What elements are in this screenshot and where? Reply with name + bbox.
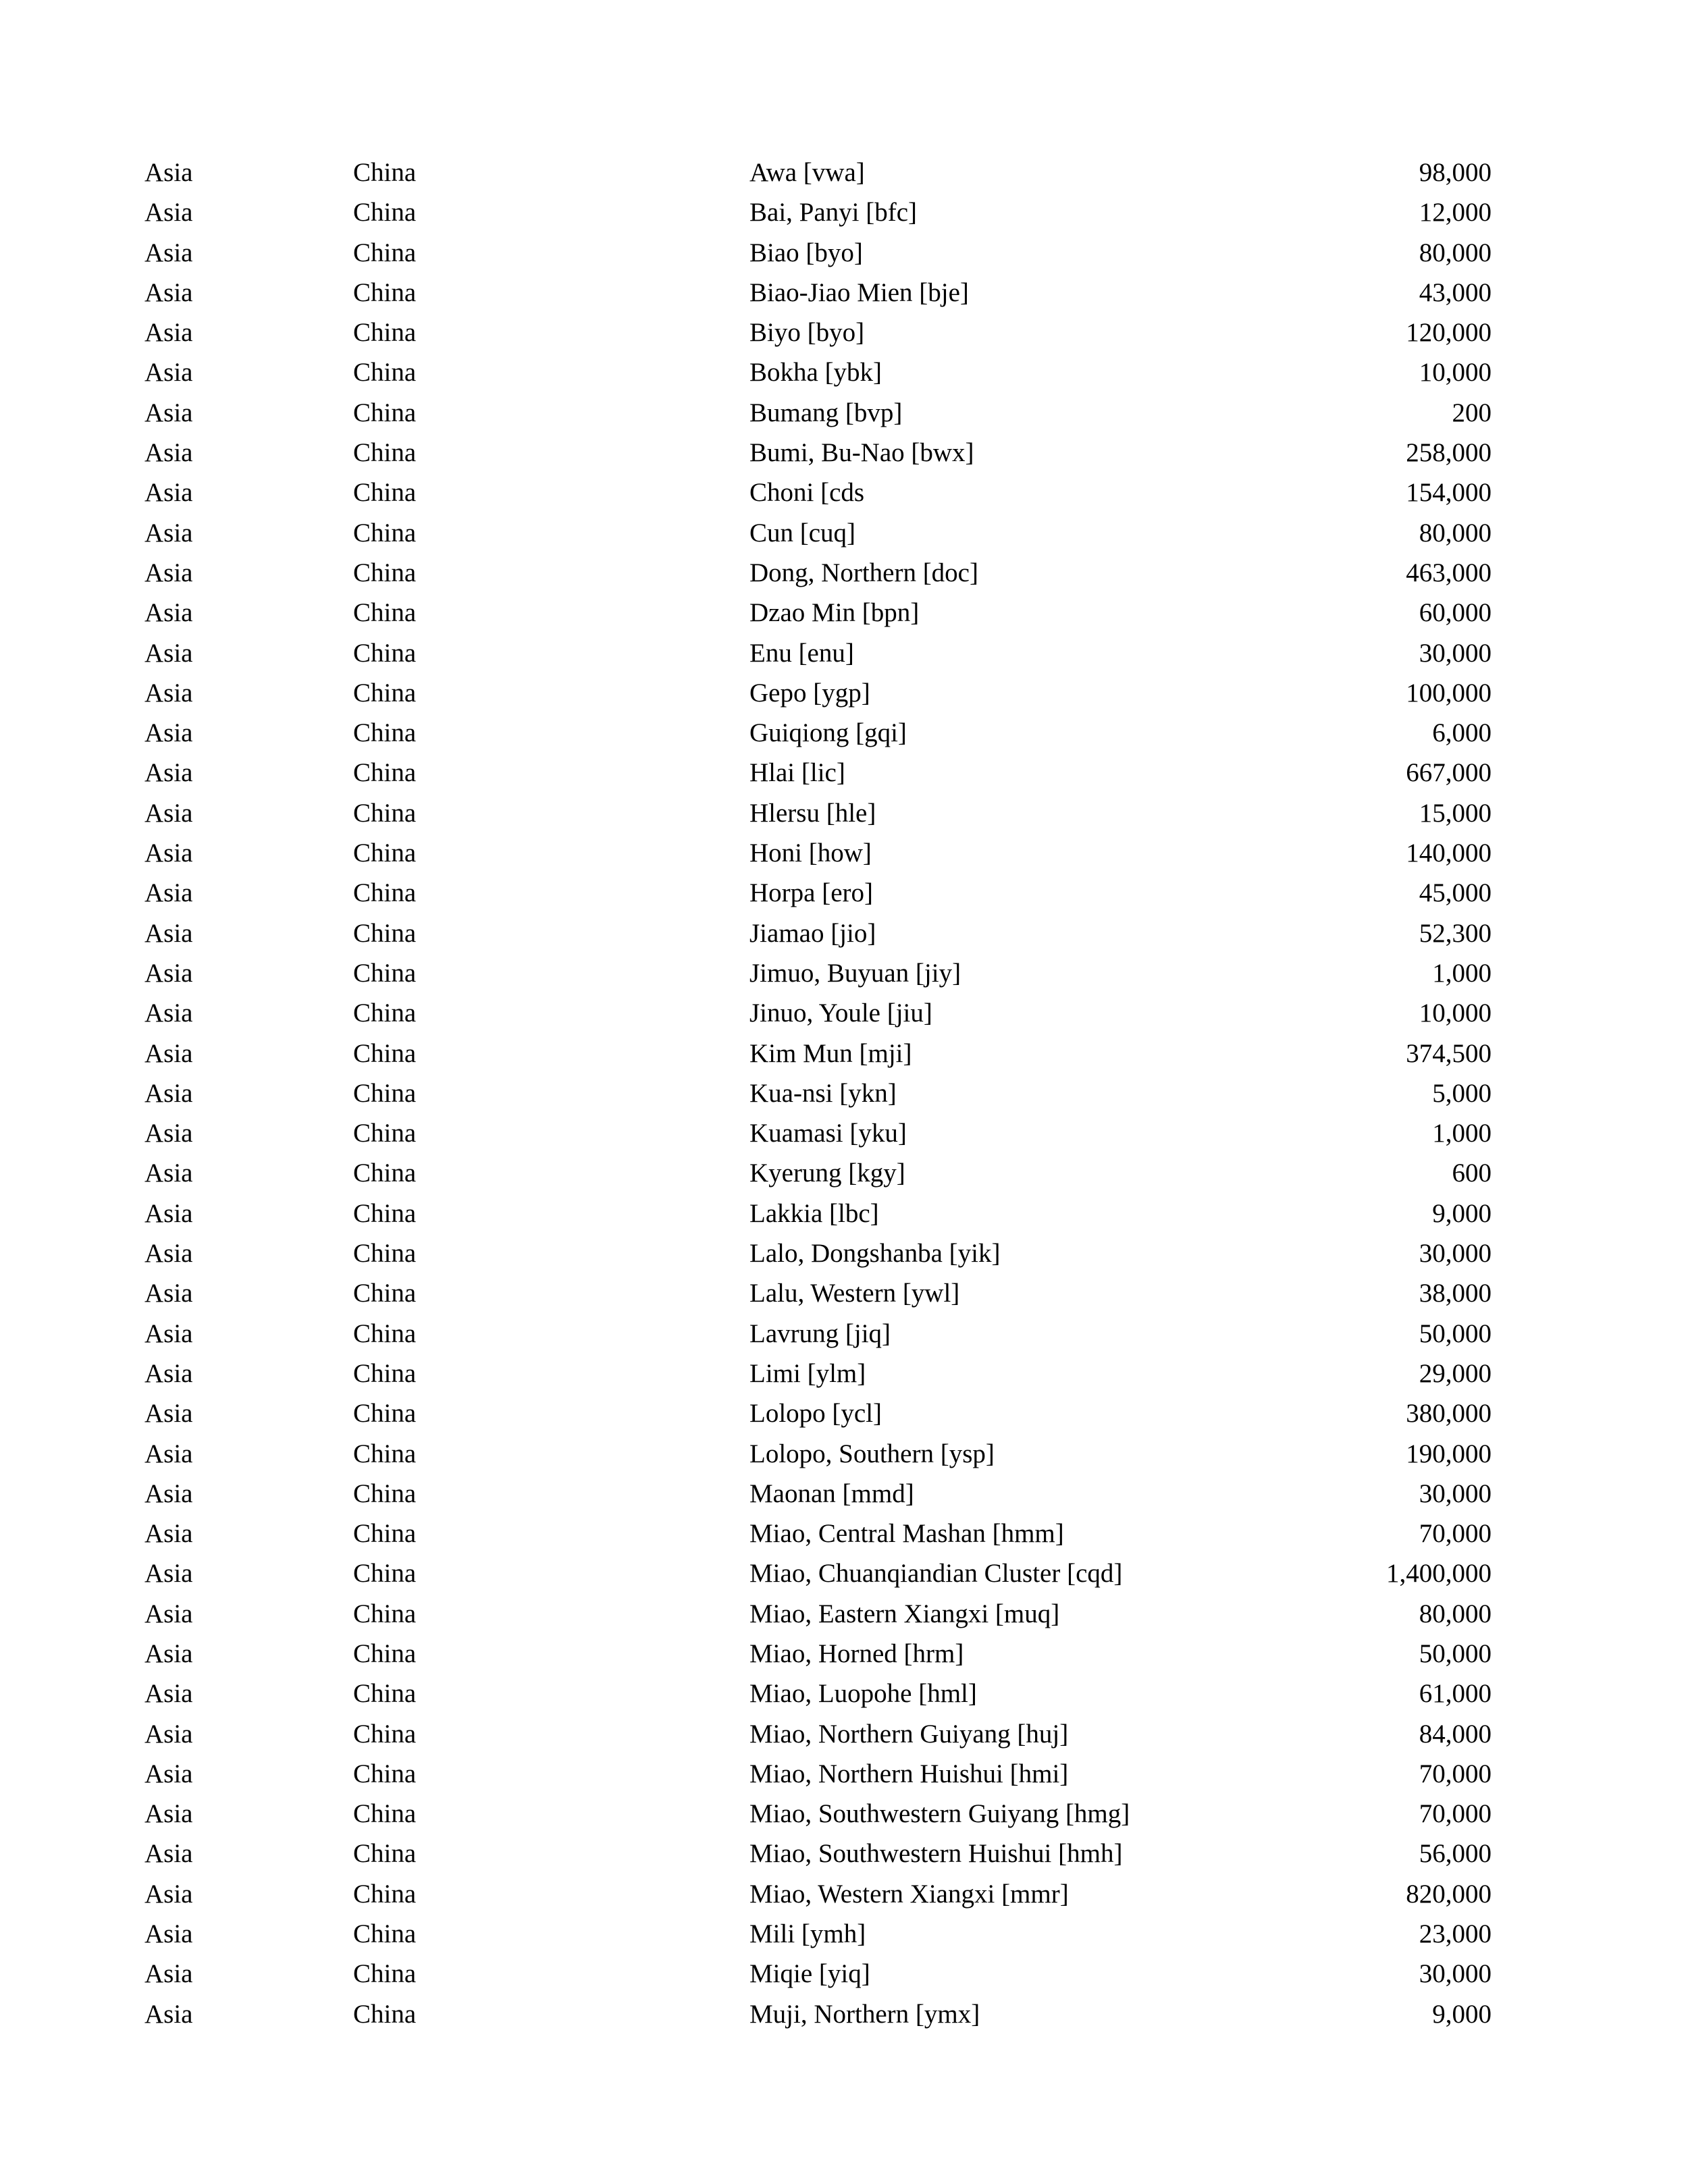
table-row: [0, 1314, 1688, 1354]
language-cell: Lakkia [lbc]: [749, 1198, 879, 1228]
table-row: [0, 1954, 1688, 1994]
table-row: [0, 1714, 1688, 1754]
table-row: [0, 273, 1688, 313]
population-cell: 70,000: [1419, 1799, 1492, 1829]
table-row: [0, 673, 1688, 713]
population-cell: 1,000: [1432, 1119, 1492, 1148]
population-cell: 10,000: [1419, 358, 1492, 388]
country-cell: China: [353, 598, 417, 628]
population-cell: 120,000: [1406, 318, 1492, 348]
country-cell: China: [353, 1279, 417, 1308]
country-cell: China: [353, 158, 417, 187]
country-cell: China: [353, 1999, 417, 2029]
language-cell: Mili [ymh]: [749, 1919, 866, 1949]
country-cell: China: [353, 318, 417, 348]
table-row: [0, 1434, 1688, 1474]
language-cell: Honi [how]: [749, 838, 872, 868]
country-cell: China: [353, 718, 417, 748]
region-cell: Asia: [144, 1078, 193, 1108]
language-cell: Biyo [byo]: [749, 318, 865, 348]
country-cell: China: [353, 1119, 417, 1148]
country-cell: China: [353, 1239, 417, 1269]
region-cell: Asia: [144, 998, 193, 1028]
language-cell: Kyerung [kgy]: [749, 1158, 905, 1188]
table-row: [0, 1594, 1688, 1634]
language-cell: Miao, Northern Guiyang [huj]: [749, 1719, 1069, 1749]
population-cell: 6,000: [1432, 718, 1492, 748]
population-cell: 190,000: [1406, 1439, 1492, 1468]
language-cell: Miao, Chuanqiandian Cluster [cqd]: [749, 1559, 1123, 1589]
table-row: [0, 1354, 1688, 1393]
region-cell: Asia: [144, 518, 193, 548]
country-cell: China: [353, 1198, 417, 1228]
table-row: [0, 1994, 1688, 2034]
language-cell: Awa [vwa]: [749, 158, 865, 187]
region-cell: Asia: [144, 638, 193, 668]
country-cell: China: [353, 1879, 417, 1909]
region-cell: Asia: [144, 1559, 193, 1589]
population-cell: 100,000: [1406, 678, 1492, 708]
table-row: [0, 793, 1688, 833]
region-cell: Asia: [144, 678, 193, 708]
country-cell: China: [353, 238, 417, 267]
language-cell: Kuamasi [yku]: [749, 1119, 907, 1148]
region-cell: Asia: [144, 318, 193, 348]
table-row: [0, 753, 1688, 793]
language-cell: Choni [cds: [749, 478, 865, 508]
country-cell: China: [353, 1559, 417, 1589]
country-cell: China: [353, 958, 417, 988]
table-row: [0, 1034, 1688, 1073]
table-row: [0, 1393, 1688, 1433]
language-cell: Bumang [bvp]: [749, 398, 903, 427]
population-cell: 258,000: [1406, 438, 1492, 468]
language-cell: Miao, Southwestern Huishui [hmh]: [749, 1839, 1123, 1869]
country-cell: China: [353, 478, 417, 508]
table-row: [0, 913, 1688, 953]
region-cell: Asia: [144, 1038, 193, 1068]
country-cell: China: [353, 1839, 417, 1869]
country-cell: China: [353, 1439, 417, 1468]
table-row: [0, 393, 1688, 433]
population-cell: 1,000: [1432, 958, 1492, 988]
table-row: [0, 1194, 1688, 1233]
language-cell: Biao [byo]: [749, 238, 863, 267]
region-cell: Asia: [144, 1759, 193, 1788]
population-cell: 154,000: [1406, 478, 1492, 508]
population-cell: 463,000: [1406, 558, 1492, 587]
country-cell: China: [353, 438, 417, 468]
language-cell: Jinuo, Youle [jiu]: [749, 998, 932, 1028]
language-cell: Dong, Northern [doc]: [749, 558, 978, 587]
region-cell: Asia: [144, 198, 193, 228]
region-cell: Asia: [144, 1919, 193, 1949]
population-cell: 98,000: [1419, 158, 1492, 187]
population-cell: 80,000: [1419, 1599, 1492, 1628]
country-cell: China: [353, 1639, 417, 1668]
table-row: [0, 1233, 1688, 1273]
population-cell: 12,000: [1419, 198, 1492, 228]
population-cell: 600: [1452, 1158, 1492, 1188]
table-row: [0, 833, 1688, 873]
country-cell: China: [353, 1759, 417, 1788]
language-cell: Miao, Central Mashan [hmm]: [749, 1519, 1064, 1549]
language-table: [0, 153, 1688, 2034]
country-cell: China: [353, 277, 417, 307]
table-row: [0, 1113, 1688, 1153]
population-cell: 380,000: [1406, 1399, 1492, 1429]
population-cell: 820,000: [1406, 1879, 1492, 1909]
region-cell: Asia: [144, 358, 193, 388]
region-cell: Asia: [144, 1519, 193, 1549]
population-cell: 50,000: [1419, 1639, 1492, 1668]
region-cell: Asia: [144, 1279, 193, 1308]
region-cell: Asia: [144, 878, 193, 908]
population-cell: 30,000: [1419, 1479, 1492, 1508]
country-cell: China: [353, 798, 417, 828]
table-row: [0, 1674, 1688, 1713]
population-cell: 70,000: [1419, 1759, 1492, 1788]
language-cell: Limi [ylm]: [749, 1358, 866, 1388]
population-cell: 60,000: [1419, 598, 1492, 628]
region-cell: Asia: [144, 918, 193, 948]
table-row: [0, 593, 1688, 633]
language-cell: Jimuo, Buyuan [jiy]: [749, 958, 961, 988]
population-cell: 667,000: [1406, 758, 1492, 788]
country-cell: China: [353, 1479, 417, 1508]
population-cell: 23,000: [1419, 1919, 1492, 1949]
population-cell: 30,000: [1419, 638, 1492, 668]
region-cell: Asia: [144, 1719, 193, 1749]
language-cell: Lalo, Dongshanba [yik]: [749, 1239, 1001, 1269]
population-cell: 43,000: [1419, 277, 1492, 307]
country-cell: China: [353, 1959, 417, 1989]
table-row: [0, 1474, 1688, 1514]
population-cell: 84,000: [1419, 1719, 1492, 1749]
region-cell: Asia: [144, 277, 193, 307]
language-cell: Bumi, Bu-Nao [bwx]: [749, 438, 974, 468]
table-row: [0, 473, 1688, 512]
language-cell: Enu [enu]: [749, 638, 854, 668]
population-cell: 80,000: [1419, 238, 1492, 267]
country-cell: China: [353, 1078, 417, 1108]
language-cell: Lavrung [jiq]: [749, 1319, 891, 1348]
region-cell: Asia: [144, 838, 193, 868]
region-cell: Asia: [144, 478, 193, 508]
table-row: [0, 633, 1688, 673]
language-cell: Biao-Jiao Mien [bje]: [749, 277, 969, 307]
region-cell: Asia: [144, 1879, 193, 1909]
table-row: [0, 1874, 1688, 1914]
country-cell: China: [353, 1799, 417, 1829]
region-cell: Asia: [144, 1319, 193, 1348]
country-cell: China: [353, 198, 417, 228]
region-cell: Asia: [144, 1119, 193, 1148]
region-cell: Asia: [144, 958, 193, 988]
region-cell: Asia: [144, 1959, 193, 1989]
language-cell: Kua-nsi [ykn]: [749, 1078, 897, 1108]
population-cell: 5,000: [1432, 1078, 1492, 1108]
language-cell: Lalu, Western [ywl]: [749, 1279, 960, 1308]
region-cell: Asia: [144, 158, 193, 187]
country-cell: China: [353, 1599, 417, 1628]
region-cell: Asia: [144, 798, 193, 828]
population-cell: 140,000: [1406, 838, 1492, 868]
country-cell: China: [353, 1038, 417, 1068]
population-cell: 200: [1452, 398, 1492, 427]
country-cell: China: [353, 1719, 417, 1749]
table-row: [0, 953, 1688, 993]
table-row: [0, 1914, 1688, 1954]
table-row: [0, 352, 1688, 392]
table-row: [0, 1834, 1688, 1873]
language-cell: Gepo [ygp]: [749, 678, 870, 708]
region-cell: Asia: [144, 438, 193, 468]
region-cell: Asia: [144, 1358, 193, 1388]
country-cell: China: [353, 1399, 417, 1429]
table-row: [0, 1754, 1688, 1794]
language-cell: Hlersu [hle]: [749, 798, 876, 828]
country-cell: China: [353, 1919, 417, 1949]
table-row: [0, 192, 1688, 232]
population-cell: 61,000: [1419, 1679, 1492, 1709]
region-cell: Asia: [144, 1839, 193, 1869]
population-cell: 50,000: [1419, 1319, 1492, 1348]
country-cell: China: [353, 398, 417, 427]
country-cell: China: [353, 558, 417, 587]
population-cell: 30,000: [1419, 1959, 1492, 1989]
region-cell: Asia: [144, 1158, 193, 1188]
region-cell: Asia: [144, 1439, 193, 1468]
country-cell: China: [353, 678, 417, 708]
country-cell: China: [353, 998, 417, 1028]
population-cell: 56,000: [1419, 1839, 1492, 1869]
region-cell: Asia: [144, 1239, 193, 1269]
country-cell: China: [353, 638, 417, 668]
region-cell: Asia: [144, 1198, 193, 1228]
language-cell: Dzao Min [bpn]: [749, 598, 920, 628]
country-cell: China: [353, 758, 417, 788]
language-cell: Miqie [yiq]: [749, 1959, 870, 1989]
country-cell: China: [353, 1158, 417, 1188]
table-row: [0, 1514, 1688, 1553]
language-cell: Lolopo [ycl]: [749, 1399, 882, 1429]
region-cell: Asia: [144, 758, 193, 788]
table-row: [0, 1553, 1688, 1593]
population-cell: 30,000: [1419, 1239, 1492, 1269]
region-cell: Asia: [144, 598, 193, 628]
population-cell: 9,000: [1432, 1198, 1492, 1228]
population-cell: 38,000: [1419, 1279, 1492, 1308]
population-cell: 52,300: [1419, 918, 1492, 948]
country-cell: China: [353, 1319, 417, 1348]
region-cell: Asia: [144, 238, 193, 267]
table-row: [0, 873, 1688, 913]
table-row: [0, 713, 1688, 753]
language-cell: Miao, Southwestern Guiyang [hmg]: [749, 1799, 1130, 1829]
region-cell: Asia: [144, 1999, 193, 2029]
population-cell: 15,000: [1419, 798, 1492, 828]
table-row: [0, 1634, 1688, 1674]
language-cell: Miao, Northern Huishui [hmi]: [749, 1759, 1069, 1788]
language-cell: Miao, Luopohe [hml]: [749, 1679, 977, 1709]
table-row: [0, 1794, 1688, 1834]
language-cell: Jiamao [jio]: [749, 918, 876, 948]
language-cell: Horpa [ero]: [749, 878, 873, 908]
country-cell: China: [353, 1679, 417, 1709]
region-cell: Asia: [144, 718, 193, 748]
table-row: [0, 153, 1688, 192]
language-cell: Lolopo, Southern [ysp]: [749, 1439, 995, 1468]
population-cell: 70,000: [1419, 1519, 1492, 1549]
population-cell: 80,000: [1419, 518, 1492, 548]
language-cell: Guiqiong [gqi]: [749, 718, 907, 748]
table-row: [0, 433, 1688, 473]
population-cell: 29,000: [1419, 1358, 1492, 1388]
table-row: [0, 1073, 1688, 1113]
country-cell: China: [353, 1519, 417, 1549]
country-cell: China: [353, 518, 417, 548]
region-cell: Asia: [144, 1479, 193, 1508]
country-cell: China: [353, 1358, 417, 1388]
region-cell: Asia: [144, 1399, 193, 1429]
language-cell: Miao, Eastern Xiangxi [muq]: [749, 1599, 1060, 1628]
country-cell: China: [353, 358, 417, 388]
population-cell: 10,000: [1419, 998, 1492, 1028]
table-row: [0, 1153, 1688, 1193]
population-cell: 1,400,000: [1386, 1559, 1492, 1589]
language-cell: Miao, Western Xiangxi [mmr]: [749, 1879, 1069, 1909]
table-row: [0, 513, 1688, 553]
language-cell: Cun [cuq]: [749, 518, 856, 548]
country-cell: China: [353, 878, 417, 908]
region-cell: Asia: [144, 398, 193, 427]
country-cell: China: [353, 918, 417, 948]
region-cell: Asia: [144, 1679, 193, 1709]
language-cell: Maonan [mmd]: [749, 1479, 914, 1508]
table-row: [0, 993, 1688, 1033]
population-cell: 9,000: [1432, 1999, 1492, 2029]
region-cell: Asia: [144, 1599, 193, 1628]
region-cell: Asia: [144, 1799, 193, 1829]
language-cell: Bai, Panyi [bfc]: [749, 198, 918, 228]
population-cell: 45,000: [1419, 878, 1492, 908]
language-cell: Miao, Horned [hrm]: [749, 1639, 964, 1668]
country-cell: China: [353, 838, 417, 868]
population-cell: 374,500: [1406, 1038, 1492, 1068]
table-row: [0, 233, 1688, 273]
language-cell: Kim Mun [mji]: [749, 1038, 912, 1068]
table-row: [0, 1273, 1688, 1313]
region-cell: Asia: [144, 1639, 193, 1668]
region-cell: Asia: [144, 558, 193, 587]
language-cell: Bokha [ybk]: [749, 358, 882, 388]
language-cell: Muji, Northern [ymx]: [749, 1999, 980, 2029]
table-row: [0, 553, 1688, 593]
language-cell: Hlai [lic]: [749, 758, 845, 788]
table-row: [0, 313, 1688, 352]
